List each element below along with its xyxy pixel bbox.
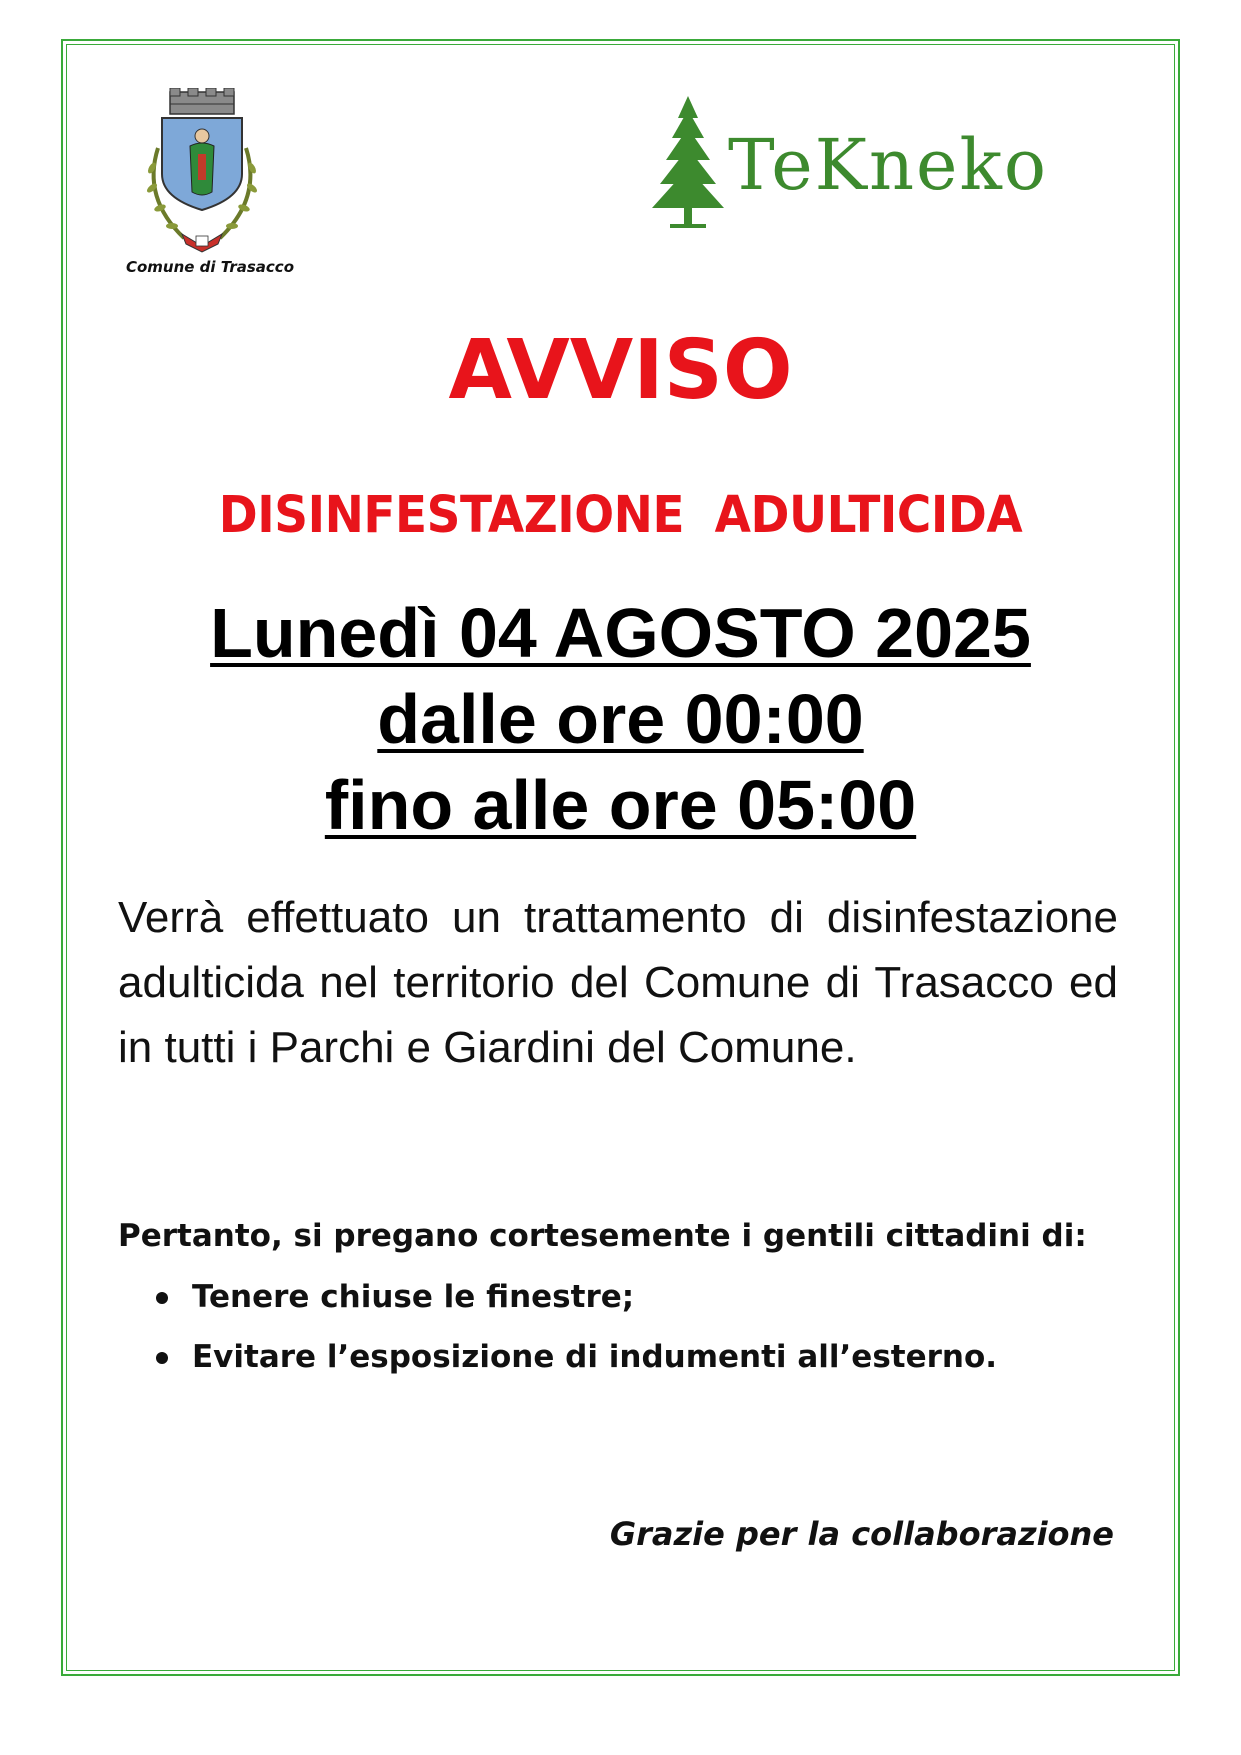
page-border-inner xyxy=(66,44,1175,1671)
request-intro: Pertanto, si pregano cortesemente i gentili cittadini di: xyxy=(118,1218,1087,1254)
request-text: Evitare l’esposizione di indumenti all’esterno. xyxy=(192,1339,998,1375)
schedule-date: Lunedì 04 AGOSTO 2025 xyxy=(210,594,1031,672)
closing-thanks: Grazie per la collaborazione xyxy=(609,1515,1114,1553)
list-item xyxy=(150,1332,997,1392)
notice-title: AVVISO xyxy=(448,323,793,418)
schedule-block xyxy=(0,590,1241,848)
tekneko-tree-icon xyxy=(648,96,728,236)
comune-caption: Comune di Trasacco xyxy=(125,258,295,276)
tekneko-brand-name: TeKneko xyxy=(728,124,1049,206)
bullet-icon xyxy=(156,1292,168,1304)
request-list xyxy=(150,1272,997,1392)
bullet-icon xyxy=(156,1352,168,1364)
schedule-end-time: fino alle ore 05:00 xyxy=(324,766,917,844)
notice-subtitle: DISINFESTAZIONE ADULTICIDA xyxy=(218,486,1023,545)
list-item xyxy=(150,1272,997,1332)
schedule-start-time: dalle ore 00:00 xyxy=(377,680,864,758)
notice-body: Verrà effettuato un trattamento di disinfestazione adulticida nel territorio del Comune di Trasacco ed in tutti i Parchi e Giardini del Comune. xyxy=(118,893,1118,1072)
request-text: Tenere chiuse le finestre; xyxy=(192,1279,635,1315)
trasacco-coat-of-arms-icon xyxy=(138,88,266,254)
